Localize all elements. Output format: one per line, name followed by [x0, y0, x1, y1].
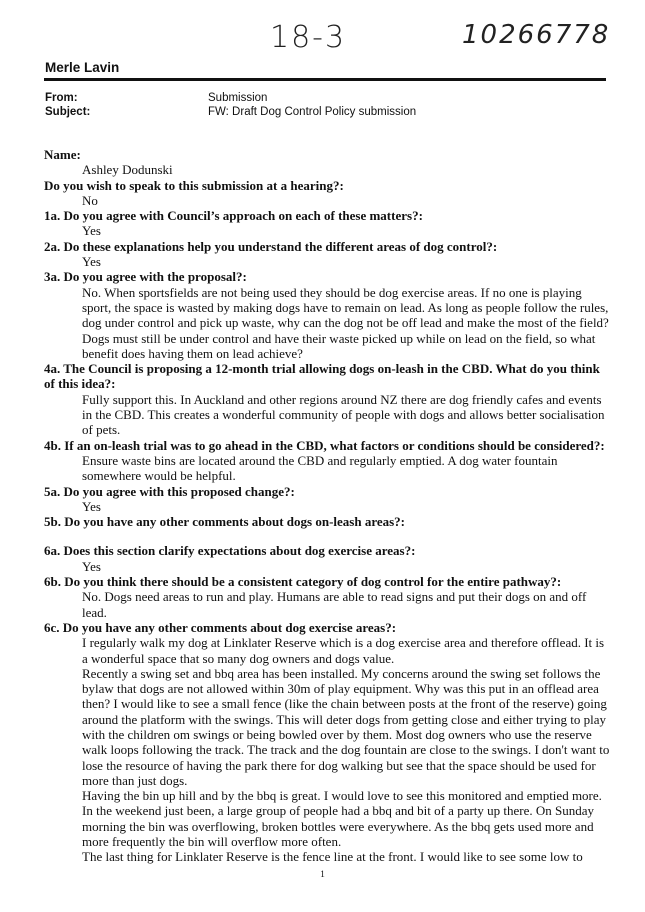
- blank-answer-5b: [44, 529, 612, 543]
- answer-hearing: No: [82, 192, 98, 208]
- answer-4b: Ensure waste bins are located around the CBD and regularly emptied. A dog water fountain somewhere would be helpful.: [82, 452, 558, 484]
- answer-4a: Fully support this. In Auckland and other regions around NZ there are dog friendly cafes and events in the CBD. This creates a wonderful community of people with dogs and allows better socialisation of pets.: [82, 391, 605, 438]
- from-label: From:: [45, 92, 78, 104]
- subject-label: Subject:: [45, 106, 91, 118]
- answer-1a: Yes: [82, 223, 101, 239]
- question-4a: 4a. The Council is proposing a 12-month trial allowing dogs on-leash in the CBD. What do you think of this idea?:: [44, 361, 600, 392]
- question-5a: 5a. Do you agree with this proposed change?:: [44, 483, 295, 499]
- answer-6b: No. Dogs need areas to run and play. Humans are able to read signs and put their dogs on and off lead.: [82, 589, 587, 620]
- question-5b: 5b. Do you have any other comments about dogs on-leash areas?:: [44, 514, 406, 530]
- question-6b: 6b. Do you think there should be a consistent category of dog control for the entire pathway?:: [44, 574, 562, 590]
- sender-name: Merle Lavin: [45, 60, 120, 75]
- question-2a: 2a. Do these explanations help you understand the different areas of dog control?:: [44, 238, 498, 254]
- question-name: Name:: [44, 147, 81, 162]
- from-value: Submission: [208, 92, 268, 104]
- page-number: 1: [320, 870, 325, 880]
- answer-6a: Yes: [82, 558, 101, 574]
- answer-6c-paragraph: I regularly walk my dog at Linklater Reserve which is a dog exercise area and therefore offlead. It is a wonderful space that so many dog owners and dogs value.: [82, 635, 605, 666]
- question-6a: 6a. Does this section clarify expectations about dog exercise areas?:: [44, 543, 416, 559]
- submission-body: [44, 147, 612, 865]
- question-1a: 1a. Do you agree with Council’s approach on each of these matters?:: [44, 208, 423, 224]
- subject-value: FW: Draft Dog Control Policy submission: [208, 106, 417, 118]
- answer-name: Ashley Dodunski: [82, 162, 173, 178]
- answer-5a: Yes: [82, 498, 101, 514]
- handwritten-reference-right: 10266778: [462, 20, 611, 50]
- answer-6c-paragraph: Recently a swing set and bbq area has been installed. My concerns around the swing set follows the bylaw that dogs are not allowed within 30m of play equipment. Why was this put in an offlead area then? I would like to see a small fence (like the chain between posts at the front of the reserve) going around the platform with the swings. This will deter dogs from getting close and either trying to play with the children om swings or being bowled over by them. Most dog owners who use the reserve walk loops following the track. The track and the dog fountain are close to the swings. I don't want to lose the resource of having the park there for dog walking but see that the space should be used for more than just dogs.: [82, 665, 610, 788]
- answer-2a: Yes: [82, 254, 101, 270]
- question-4b: 4b. If an on-leash trial was to go ahead in the CBD, what factors or conditions should be considered?:: [44, 437, 605, 453]
- question-3a: 3a. Do you agree with the proposal?:: [44, 269, 247, 285]
- answer-6c-paragraph: The last thing for Linklater Reserve is the fence line at the front. I would like to see some low to: [82, 849, 583, 865]
- question-6c: 6c. Do you have any other comments about dog exercise areas?:: [44, 619, 397, 635]
- answer-3a: No. When sportsfields are not being used they should be dog exercise areas. If no one is playing sport, the space is wasted by making dogs have to remain on lead. As long as people follow the rules, dog under control and pick up waste, why can the dog not be off lead and make the most of the field? Dogs must still be under control and have their waste picked up while on lead on the field, so what benefit does having them on lead achieve?: [82, 284, 609, 361]
- handwritten-reference-left: 18-3: [270, 20, 347, 55]
- answer-6c-paragraph: Having the bin up hill and by the bbq is great. I would love to see this monitored and emptied more. In the weekend just been, a large group of people had a bbq and bit of a party up there. On Sunday morning the bin was overflowing, broken bottles were everywhere. As the bbq gets used more and more frequently the bin will overflow more often.: [82, 788, 602, 850]
- question-hearing: Do you wish to speak to this submission at a hearing?:: [44, 177, 344, 193]
- header-rule: [44, 78, 606, 81]
